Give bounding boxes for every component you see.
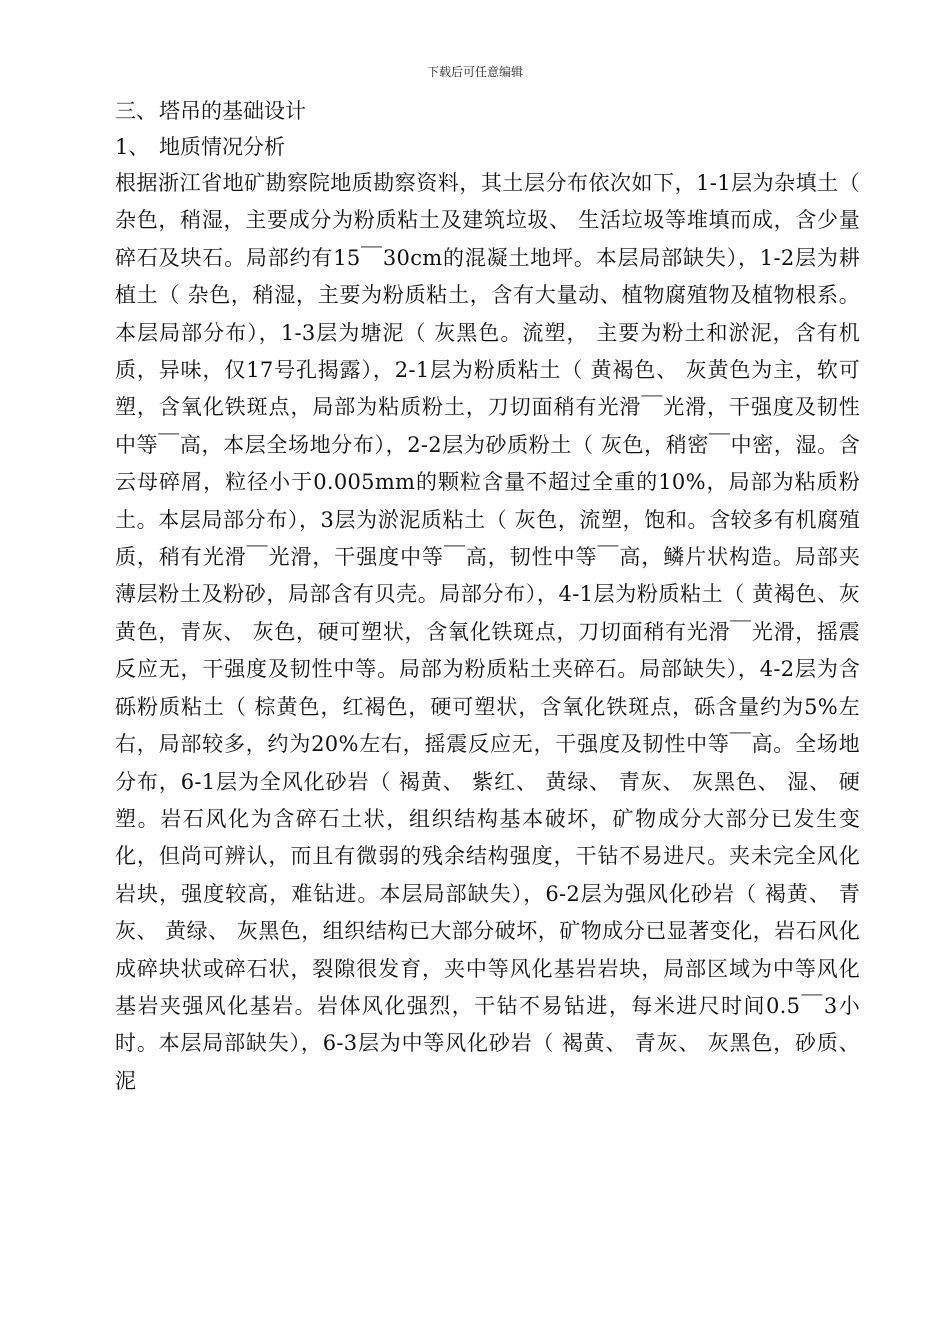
- subsection-number: 1、: [115, 135, 150, 159]
- subsection-heading: [115, 129, 860, 165]
- body-paragraph: 根据浙江省地矿勘察院地质勘察资料，其土层分布依次如下，1-1层为杂填土（ 杂色，稍湿，主要成分为粉质粘土及建筑垃圾、 生活垃圾等堆填而成，含少量碎石及块石。局部约有15￣30cm的混凝土地坪。本层局部缺失），1-2层为耕植土（ 杂色，稍湿，主要为粉质粘土，含有大量动、植物腐殖物及植物根系。本层局部分布），1-3层为塘泥（ 灰黑色。流塑， 主要为粉土和淤泥，含有机质，异味，仅17号孔揭露），2-1层为粉质粘土（ 黄褐色、 灰黄色为主，软可塑，含氧化铁斑点，局部为粘质粉土，刀切面稍有光滑￣光滑，干强度及韧性中等￣高，本层全场地分布），2-2层为砂质粉土（ 灰色，稍密￣中密，湿。含云母碎屑，粒径小于0.005mm的颗粒含量不超过全重的10%，局部为粘质粉土。本层局部分布），3层为淤泥质粘土（ 灰色，流塑，饱和。含较多有机腐殖质，稍有光滑￣光滑，干强度中等￣高，韧性中等￣高，鳞片状构造。局部夹薄层粉土及粉砂，局部含有贝壳。局部分布），4-1层为粉质粘土（ 黄褐色、灰黄色，青灰、 灰色，硬可塑状，含氧化铁斑点，刀切面稍有光滑￣光滑，摇震反应无，干强度及韧性中等。局部为粉质粘土夹碎石。局部缺失），4-2层为含砾粉质粘土（ 棕黄色，红褐色，硬可塑状，含氧化铁斑点，砾含量约为5%左右，局部较多，约为20%左右，摇震反应无，干强度及韧性中等￣高。全场地分布，6-1层为全风化砂岩（ 褐黄、 紫红、 黄绿、 青灰、 灰黑色、 湿、 硬塑。岩石风化为含碎石土状，组织结构基本破坏，矿物成分大部分已发生变化，但尚可辨认，而且有微弱的残余结构强度，干钻不易进尺。夹未完全风化岩块，强度较高，难钻进。本层局部缺失），6-2层为强风化砂岩（ 褐黄、 青灰、 黄绿、 灰黑色，组织结构已大部分破坏，矿物成分已显著变化，岩石风化成碎块状或碎石状，裂隙很发育，夹中等风化基岩岩块，局部区域为中等风化基岩夹强风化基岩。岩体风化强烈，干钻不易钻进，每米进尺时间0.5￣3小时。本层局部缺失），6-3层为中等风化砂岩（ 褐黄、 青灰、 灰黑色，砂质、 泥: [115, 171, 860, 1093]
- section-heading: [115, 93, 860, 129]
- document-content: [115, 93, 860, 1100]
- subsection-title: 地质情况分析: [159, 135, 285, 159]
- section-title: 塔吊的基础设计: [159, 99, 306, 123]
- section-number: 三、: [115, 99, 157, 123]
- header-note: 下载后可任意编辑: [426, 65, 523, 79]
